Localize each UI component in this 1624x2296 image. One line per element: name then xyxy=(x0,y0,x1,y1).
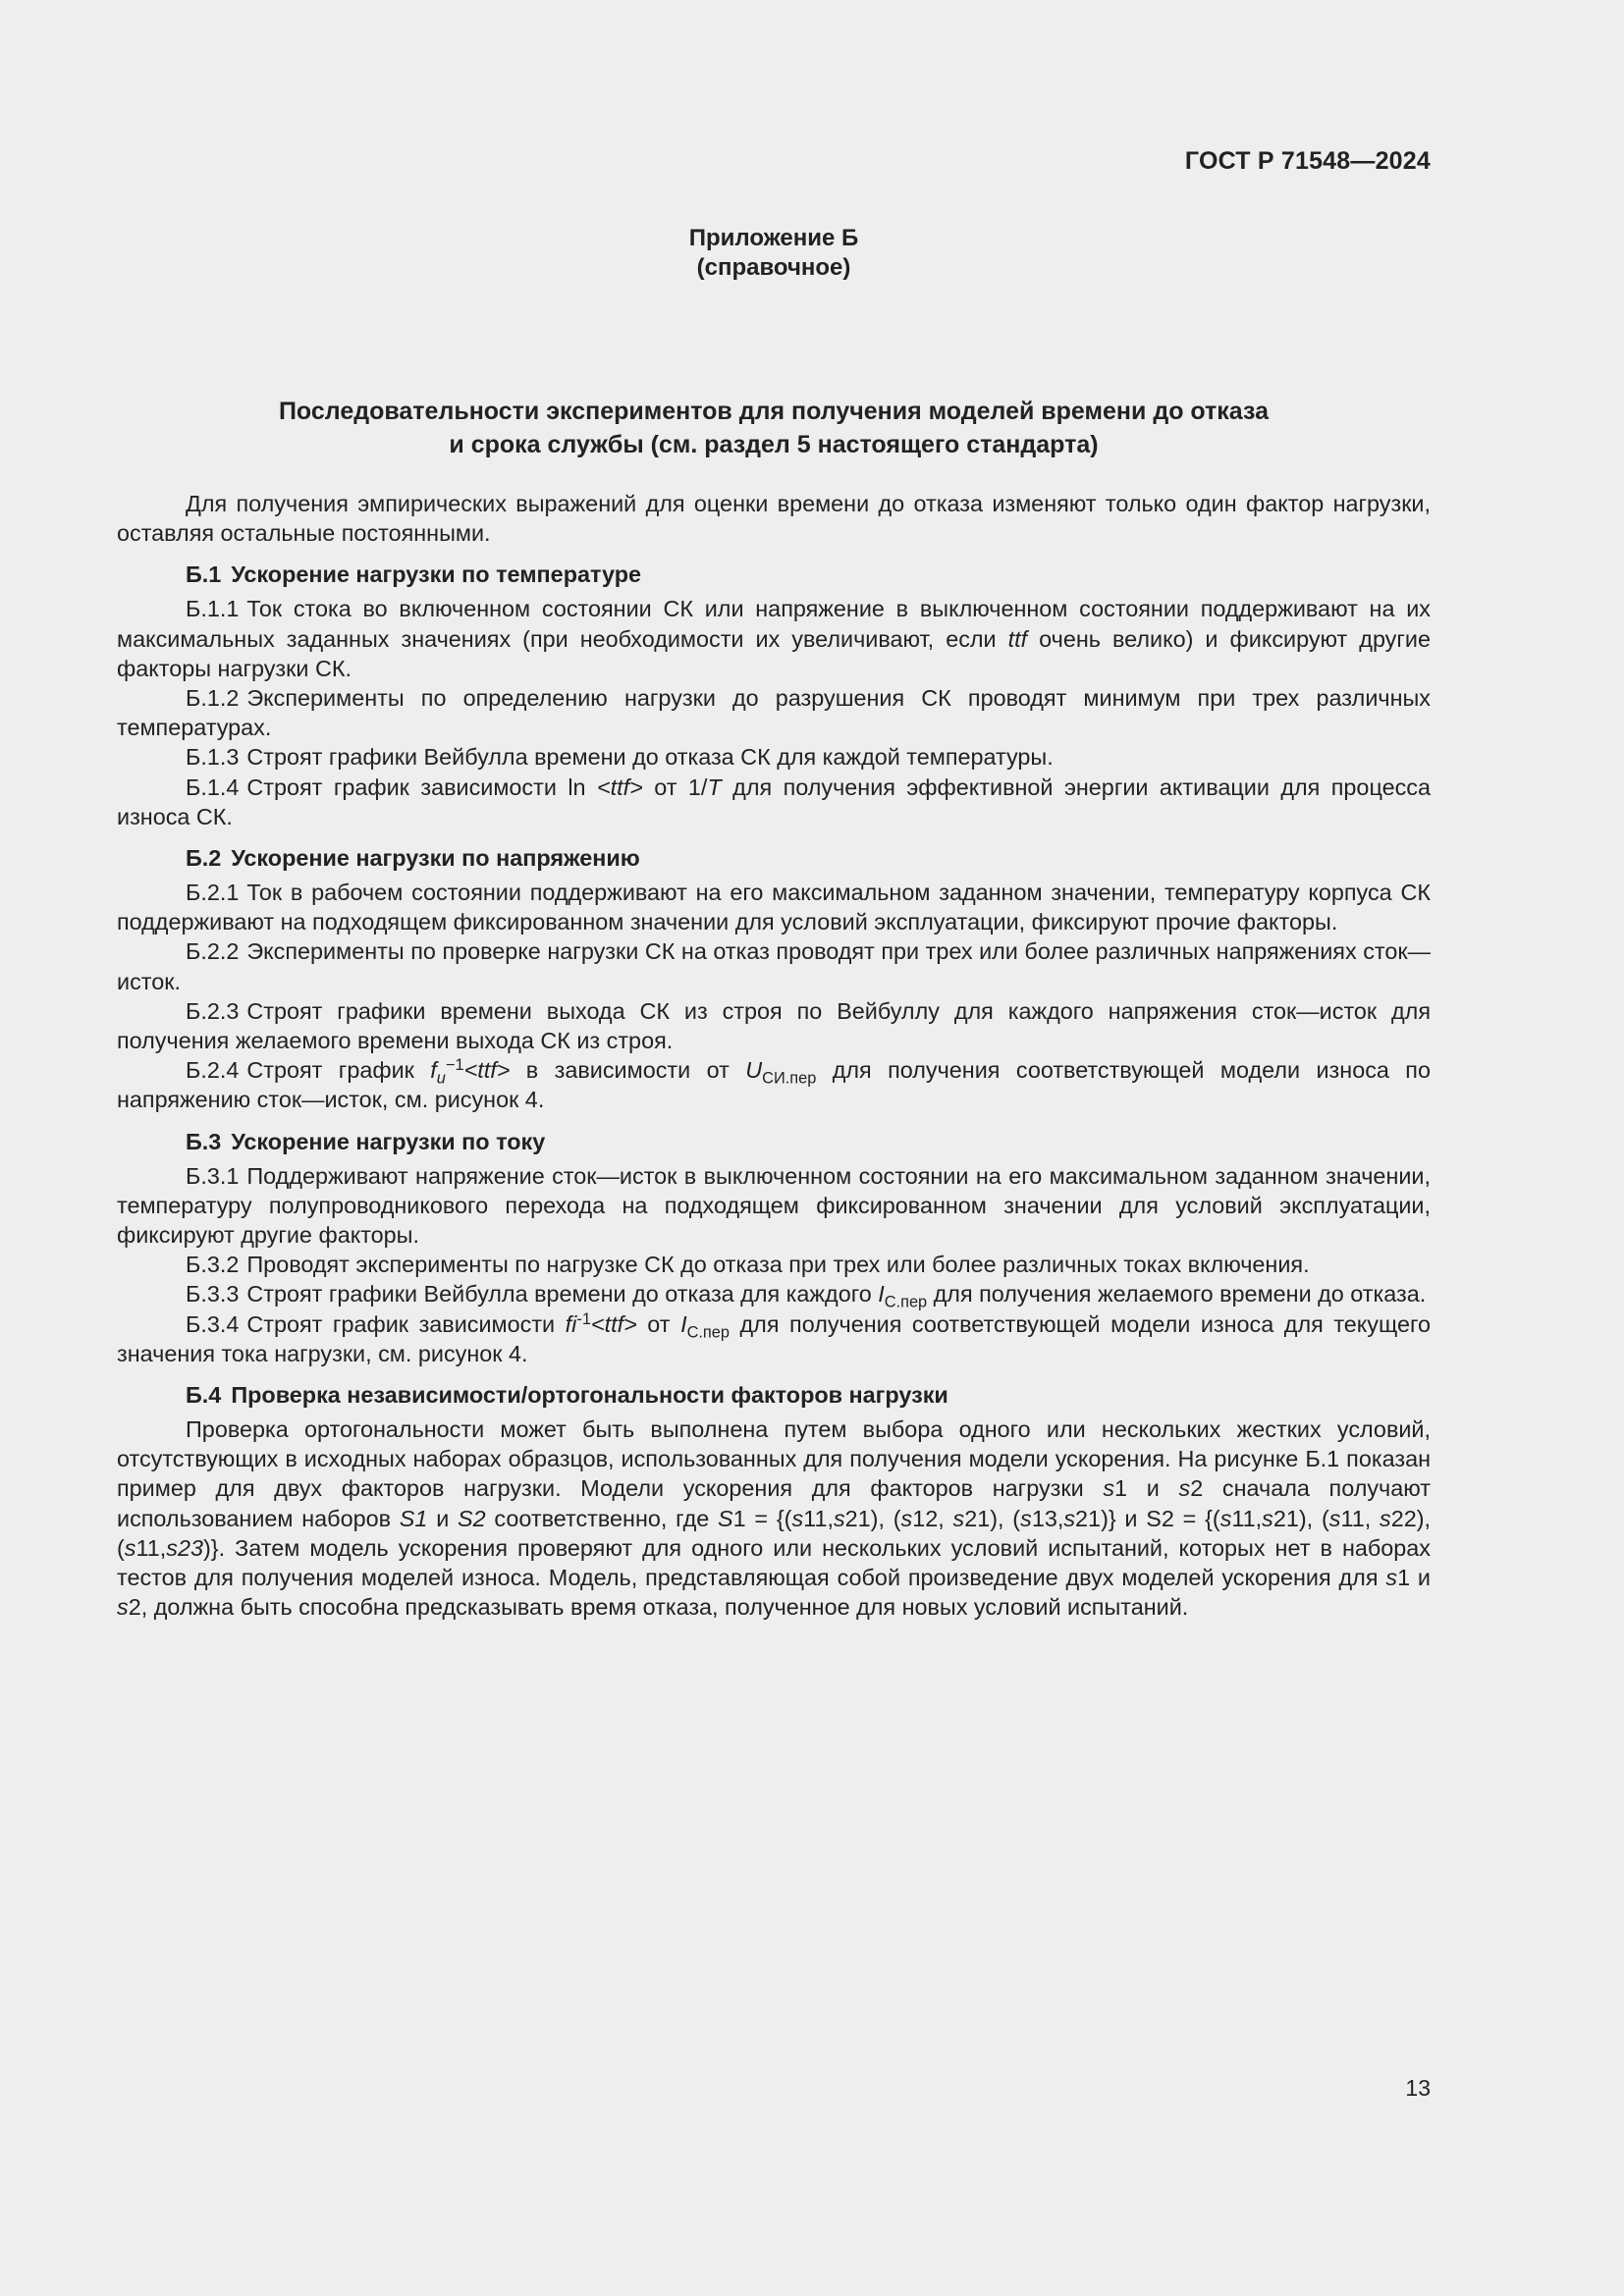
document-body xyxy=(117,489,1431,1623)
section-heading-b1: Б.1 Ускорение нагрузки по температуре xyxy=(186,561,642,588)
appendix-title: Приложение Б xyxy=(688,225,859,251)
intro-paragraph: Для получения эмпирических выражений для оценки времени до отказа изменяют только один фактор нагрузки, оставляя остальные постоянными. xyxy=(117,491,1431,547)
section-heading-b3: Б.3 Ускорение нагрузки по току xyxy=(186,1128,546,1154)
paragraph-b3-4: Б.3.4 Строят график зависимости $fi^{-1}<ttf>$ от $I_{С.пер}$ для получения соответствующей модели износа для текущего значения тока нагрузки, см. рисунок 4. xyxy=(117,1309,1431,1366)
paragraph-b4-1: Проверка ортогональности может быть выполнена путем выбора одного или нескольких жестких условий, отсутствующих в исходных наборах образцов, использованных для получения модели ускорения. На рисунке Б.1 показан пример для двух факторов нагрузки. Модели ускорения для факторов нагрузки s1 и s2 сначала получают использованием наборов S1 и S2 соответственно, где S1 = {(s11,s21), (s12, s21), (s13,s21)} и S2 = {(s11,s21), (s11, s22), (s11,s23)}. Затем модель ускорения проверяют для одного или нескольких условий испытаний, которых нет в наборах тестов для получения моделей износа. Модель, представляющая собой произведение двух моделей ускорения для s1 и s2, должна быть способна предсказывать время отказа, полученное для новых условий испытаний. xyxy=(117,1416,1432,1621)
section-heading-b4: Б.4 Проверка независимости/ортогональности факторов нагрузки xyxy=(186,1382,948,1409)
paragraph-b3-2: Б.3.2 Проводят эксперименты по нагрузке СК до отказа при трех или более различных токах включения. xyxy=(186,1252,1310,1278)
paragraph-b2-3: Б.2.3 Строят графики времени выхода СК из строя по Вейбуллу для каждого напряжения сток—исток для получения желаемого времени выхода СК из строя. xyxy=(117,997,1431,1054)
paragraph-b3-3: Б.3.3 Строят графики Вейбулла времени до отказа для каждого $I_{С.пер}$ для получения желаемого времени до отказа. xyxy=(186,1281,1427,1312)
document-title xyxy=(0,395,1547,461)
title-line-1: Последовательности экспериментов для получения моделей времени до отказа xyxy=(278,398,1270,425)
appendix-header xyxy=(0,224,1547,283)
paragraph-b3-1: Б.3.1 Поддерживают напряжение сток—исток в выключенном состоянии на его максимальном заданном значении, температуру полупроводникового перехода на подходящем фиксированном значении для условий эксплуатации, фиксируют другие факторы. xyxy=(117,1162,1431,1249)
paragraph-b1-3: Б.1.3 Строят графики Вейбулла времени до отказа СК для каждой температуры. xyxy=(186,744,1054,771)
paragraph-b2-1: Б.2.1 Ток в рабочем состоянии поддерживают на его максимальном заданном значении, температуру корпуса СК поддерживают на подходящем фиксированном значении для условий эксплуатации, фиксируют прочие факторы. xyxy=(117,880,1431,935)
paragraph-b1-4: Б.1.4 Строят график зависимости ln <ttf> от 1/T для получения эффективной энергии активации для процесса износа СК. xyxy=(117,774,1431,829)
appendix-type: (справочное) xyxy=(696,254,851,281)
standard-code: ГОСТ Р 71548—2024 xyxy=(1184,147,1431,175)
paragraph-b2-4: Б.2.4 Строят график $f_u^{-1}<ttf> в$ зависимости от $U_{СИ.пер}$ для получения соответствующей модели износа по напряжению сток—исток, см. рисунок 4. xyxy=(117,1056,1431,1113)
title-line-2: и срока службы (см. раздел 5 настоящего стандарта) xyxy=(449,431,1099,458)
paragraph-b2-2: Б.2.2 Эксперименты по проверке нагрузки СК на отказ проводят при трех или более различных напряжениях сток—исток. xyxy=(117,938,1431,994)
page-number: 13 xyxy=(1405,2075,1431,2101)
paragraph-b1-1: Б.1.1 Ток стока во включенном состоянии СК или напряжение в выключенном состоянии поддерживают на их максимальных заданных значениях (при необходимости их увеличивают, если ttf очень велико) и фиксируют другие факторы нагрузки СК. xyxy=(117,596,1431,681)
paragraph-b1-2: Б.1.2 Эксперименты по определению нагрузки до разрушения СК проводят минимум при трех различных температурах. xyxy=(117,685,1431,741)
section-heading-b2: Б.2 Ускорение нагрузки по напряжению xyxy=(186,845,640,872)
